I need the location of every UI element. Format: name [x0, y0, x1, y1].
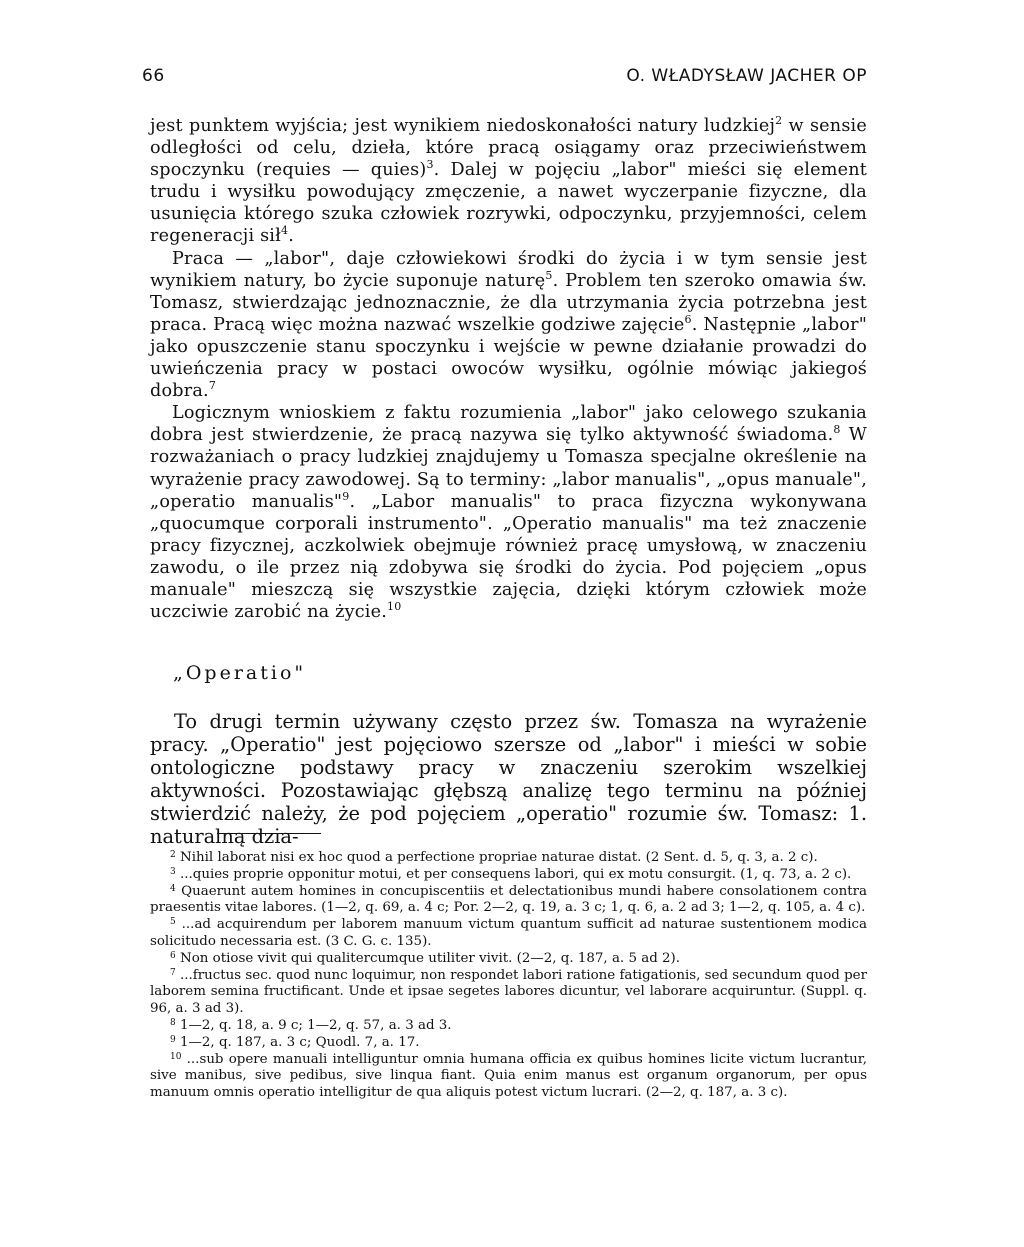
- section-text: [150, 710, 867, 849]
- text-run: . Problem ten szeroko omawia św. Tomasz, stwierdzając jednoznacznie, że dla utrzymania życia potrzebna jest praca. Pracą więc można nazwać wszelkie godziwe zajęcie: [150, 270, 867, 335]
- footnote: [150, 867, 867, 884]
- footnote-number: 4: [170, 883, 176, 894]
- footnote-text: Nihil laborat nisi ex hoc quod a perfectione propriae naturae distat. (2 Sent. d. 5, q. 3, a. 2 c).: [180, 850, 818, 865]
- text-run: W rozważaniach o pracy ludzkiej znajdujemy u Tomasza specjalne określenie na wyrażenie pracy zawodowej. Są to terminy: „labor manualis", „opus manuale", „operatio manualis": [150, 425, 868, 512]
- footnote: [150, 884, 867, 918]
- paragraph: [150, 115, 867, 248]
- text-run: Praca — „labor", daje człowiekowi środki do życia i w tym sensie jest wynikiem natury, bo życie suponuje naturę: [150, 248, 867, 291]
- section-heading: „Operatio": [173, 662, 307, 684]
- footnote-text: Non otiose vivit qui qualitercumque utiliter vivit. (2—2, q. 187, a. 5 ad 2).: [180, 950, 681, 966]
- footnote-ref: 10: [387, 600, 402, 614]
- footnote-ref: 3: [426, 158, 434, 172]
- paragraph: To drugi termin używany często przez św. Tomasza na wyrażenie pracy. „Operatio" jest pojęciowo szersze od „labor" i mieści w sobie ontologiczne podstawy pracy w znaczeniu szerokim wszelkiej aktywności. Pozostawiając głębszą analizę tego terminu na później stwierdzić należy, że pod pojęciem „operatio" rozumie św. Tomasz: 1. naturalną dzia-: [150, 710, 867, 849]
- text-run: w sensie odległości od celu, dzieła, które pracą osiągamy oraz przeciwieństwem spoczynku (requies — quies): [150, 116, 867, 181]
- footnote-number: 10: [170, 1051, 182, 1062]
- footnote-number: 5: [170, 917, 176, 928]
- footnote-number: 7: [170, 967, 176, 978]
- footnote-text: Quaerunt autem homines in concupiscentiis et delectationibus mundi habere consolationem contra praesentis vitae labores. (1—2, q. 69, a. 4 c; Por. 2—2, q. 19, a. 3 c; 1, q. 6, a. 2 ad 3; 1—2, q. 105, a. 4 c).: [150, 883, 867, 916]
- text-run: Logicznym wnioskiem z faktu rozumienia „labor" jako celowego szukania dobra jest stwierdzenie, że pracą nazywa się tylko aktywność świadoma.: [150, 403, 867, 446]
- footnote-number: 3: [170, 866, 176, 877]
- footnote-ref: 5: [545, 268, 553, 282]
- footnote-ref: 9: [342, 489, 350, 503]
- footnote-text: ...sub opere manuali intelliguntur omnia humana officia ex quibus homines licite victum lucrantur, sive manibus, sive pedibus, sive linqua fiant. Quia enim manus est organum organorum, per opus manuum omnis operatio intelligitur de qua aliquis potest victum lucrari. (2—2, q. 187, a. 3 c).: [150, 1051, 867, 1101]
- footnote: [150, 917, 867, 951]
- footnote-text: 1—2, q. 187, a. 3 c; Quodl. 7, a. 17.: [180, 1034, 420, 1050]
- text-run: . Następnie „labor" jako opuszczenie stanu spoczynku i wejście w pewne działanie prowadzi do uwieńczenia pracy w postaci owoców wysiłku, ogólnie mówiąc jakiegoś dobra.: [150, 314, 867, 402]
- text-run: jest punktem wyjścia; jest wynikiem niedoskonałości natury ludzkiej: [150, 116, 776, 136]
- footnote-text: ...fructus sec. quod nunc loquimur, non respondet labori ratione fatigationis, sed secundum quod per laborem semina fructificant. Unde et ipsae segetes labores dicuntur, vel laborare acquiruntur. (Suppl. q. 96, a. 3 ad 3).: [150, 967, 867, 1017]
- text-run: .: [288, 226, 295, 247]
- footnote-ref: 7: [208, 379, 217, 393]
- footnote-ref: 2: [775, 114, 783, 128]
- footnote-text: ...quies proprie opponitur motui, et per consequens labori, qui ex motu consurgit. (1, q. 73, a. 2 c).: [180, 866, 852, 882]
- text-run: . Dalej w pojęciu „labor" mieści się element trudu i wysiłku powodujący zmęczenie, a nawet wyczerpanie fizyczne, dla usunięcia którego szuka człowiek rozrywki, odpoczynku, przyjemności, celem regeneracji sił: [150, 160, 867, 247]
- footnote: [150, 968, 867, 1018]
- main-text: [150, 115, 867, 623]
- footnote-number: 6: [170, 950, 176, 961]
- footnote: [150, 951, 867, 968]
- footnotes: [150, 850, 867, 1102]
- footnote-number: 2: [170, 850, 176, 860]
- footnote-ref: 4: [281, 224, 289, 238]
- footnote-divider: [217, 833, 321, 834]
- footnote-text: ...ad acquirendum per laborem manuum victum quantum sufficit ad naturae sustentionem modica solicitudo necessaria est. (3 C. G. c. 135).: [150, 917, 867, 949]
- footnote-number: 9: [170, 1034, 176, 1045]
- paragraph: [150, 248, 867, 403]
- footnote: [150, 1035, 867, 1052]
- paragraph: [150, 402, 867, 623]
- footnote: [150, 1052, 867, 1102]
- footnote-text: 1—2, q. 18, a. 9 c; 1—2, q. 57, a. 3 ad 3.: [180, 1017, 452, 1033]
- footnote-ref: 8: [833, 423, 841, 437]
- running-head: O. WŁADYSŁAW JACHER OP: [626, 66, 867, 86]
- footnote: [150, 850, 867, 867]
- footnote-number: 8: [170, 1017, 176, 1028]
- text-run: . „Labor manualis" to praca fizyczna wykonywana „quocumque corporali instrumento". „Operatio manualis" ma też znaczenie pracy fizycznej, aczkolwiek obejmuje również pracę umysłową, w znaczeniu zawodu, o ile przez nią zdobywa się środki do życia. Pod pojęciem „opus manuale" mieszczą się wszystkie zajęcia, dzięki którym człowiek może uczciwie zarobić na życie.: [150, 491, 867, 623]
- page-number: 66: [142, 66, 165, 86]
- footnote-ref: 6: [684, 312, 692, 326]
- footnote: [150, 1018, 867, 1035]
